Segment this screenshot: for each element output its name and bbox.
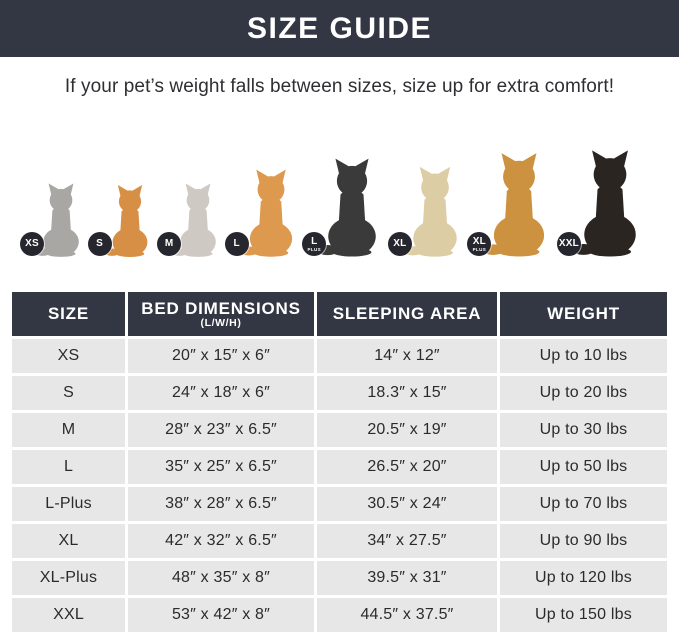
column-header-sublabel: (L/W/H) <box>200 316 242 329</box>
cell-sleeping-area: 39.5″ x 31″ <box>317 561 497 595</box>
cell-weight: Up to 20 lbs <box>500 376 667 410</box>
animal-doberman <box>558 136 649 258</box>
size-badge-xxl <box>557 232 581 256</box>
border-collie-silhouette-icon <box>316 150 388 258</box>
badge-label: XL <box>472 235 486 247</box>
cell-weight: Up to 10 lbs <box>500 339 667 373</box>
animal-french-bulldog <box>164 176 225 258</box>
badge-label: L <box>311 235 318 247</box>
cell-size: XS <box>12 339 125 373</box>
cell-bed-dimensions: 35″ x 25″ x 6.5″ <box>128 450 314 484</box>
animal-labrador <box>393 156 468 258</box>
cell-sleeping-area: 18.3″ x 15″ <box>317 376 497 410</box>
animal-shiba-inu <box>233 160 303 258</box>
subtitle-text: If your pet’s weight falls between sizes, size up for extra comfort! <box>64 76 615 97</box>
cell-sleeping-area: 14″ x 12″ <box>317 339 497 373</box>
size-badge-xl <box>388 232 412 256</box>
cell-sleeping-area: 20.5″ x 19″ <box>317 413 497 447</box>
column-header-label: WEIGHT <box>547 304 620 323</box>
size-guide-table <box>12 292 667 632</box>
cell-size: M <box>12 413 125 447</box>
badge-sublabel: PLUS <box>472 246 487 252</box>
cell-size: XL <box>12 524 125 558</box>
animal-cat <box>25 178 88 258</box>
page-title: SIZE GUIDE <box>246 11 433 45</box>
badge-label: S <box>96 238 103 249</box>
cell-bed-dimensions: 38″ x 28″ x 6.5″ <box>128 487 314 521</box>
cell-bed-dimensions: 53″ x 42″ x 8″ <box>128 598 314 632</box>
title-banner <box>0 0 679 57</box>
subtitle-wrap <box>0 57 679 98</box>
badge-label: XXL <box>558 238 579 249</box>
cell-weight: Up to 70 lbs <box>500 487 667 521</box>
cell-size: S <box>12 376 125 410</box>
cell-sleeping-area: 34″ x 27.5″ <box>317 524 497 558</box>
animal-golden-retriever <box>472 144 557 258</box>
cell-size: XXL <box>12 598 125 632</box>
animal-pomeranian <box>96 184 158 258</box>
column-header-label: BED DIMENSIONS <box>141 298 301 318</box>
size-badge-xs <box>20 232 44 256</box>
cell-weight: Up to 150 lbs <box>500 598 667 632</box>
cell-bed-dimensions: 48″ x 35″ x 8″ <box>128 561 314 595</box>
badge-label: M <box>164 238 174 249</box>
doberman-silhouette-icon <box>571 136 649 258</box>
column-header-label: SLEEPING AREA <box>332 304 482 323</box>
cell-weight: Up to 120 lbs <box>500 561 667 595</box>
cell-sleeping-area: 26.5″ x 20″ <box>317 450 497 484</box>
cell-weight: Up to 90 lbs <box>500 524 667 558</box>
badge-label: XL <box>393 238 407 249</box>
cell-size: L-Plus <box>12 487 125 521</box>
cell-size: L <box>12 450 125 484</box>
cell-bed-dimensions: 28″ x 23″ x 6.5″ <box>128 413 314 447</box>
cell-sleeping-area: 30.5″ x 24″ <box>317 487 497 521</box>
badge-label: XS <box>25 238 39 249</box>
animal-lineup <box>0 98 679 264</box>
golden-retriever-silhouette-icon <box>481 144 557 258</box>
animal-border-collie <box>307 150 388 258</box>
column-header-sleeping-area <box>317 292 497 336</box>
size-badge-s <box>88 232 112 256</box>
column-header-size <box>12 292 125 336</box>
cell-sleeping-area: 44.5″ x 37.5″ <box>317 598 497 632</box>
cell-weight: Up to 30 lbs <box>500 413 667 447</box>
cell-bed-dimensions: 42″ x 32″ x 6.5″ <box>128 524 314 558</box>
cell-weight: Up to 50 lbs <box>500 450 667 484</box>
badge-label: L <box>233 238 240 249</box>
badge-sublabel: PLUS <box>307 246 322 252</box>
column-header-bed-dimensions <box>128 292 314 336</box>
cell-size: XL-Plus <box>12 561 125 595</box>
cell-bed-dimensions: 24″ x 18″ x 6″ <box>128 376 314 410</box>
column-header-label: SIZE <box>48 304 89 323</box>
cell-bed-dimensions: 20″ x 15″ x 6″ <box>128 339 314 373</box>
size-badge-l <box>225 232 249 256</box>
size-badge-m <box>157 232 181 256</box>
column-header-weight <box>500 292 667 336</box>
